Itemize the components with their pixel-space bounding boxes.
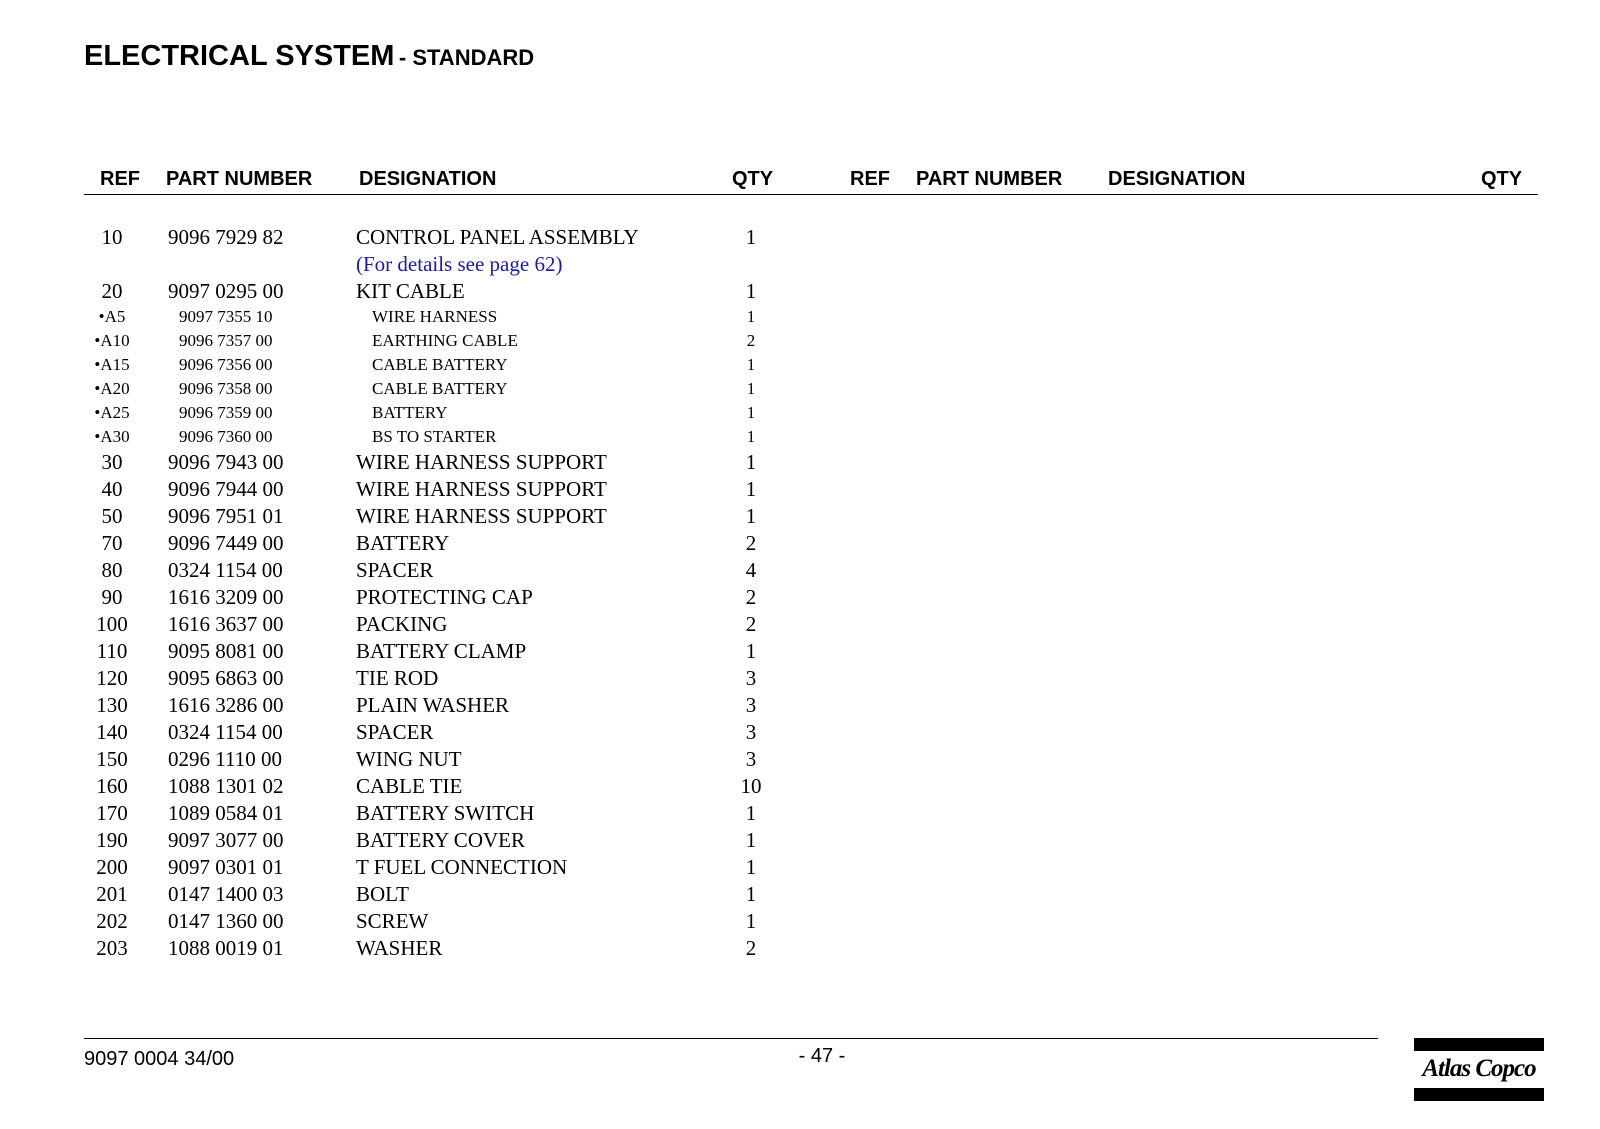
part-number-cell: 9096 7929 82 <box>168 225 284 249</box>
table-row <box>0 449 1600 476</box>
part-number-cell: 9096 7359 00 <box>179 403 273 422</box>
qty-cell: 1 <box>746 355 756 374</box>
table-row <box>0 719 1600 746</box>
table-row <box>0 881 1600 908</box>
col-header-ref-right: REF <box>850 168 890 190</box>
document-number: 9097 0004 34/00 <box>84 1048 235 1070</box>
qty-cell: 1 <box>746 427 756 446</box>
qty-cell: 3 <box>745 747 757 771</box>
sub-row <box>0 353 1600 377</box>
ref-cell: 110 <box>96 639 128 663</box>
part-number-cell: 9097 7355 10 <box>179 307 273 326</box>
part-number-cell: 1616 3209 00 <box>168 585 284 609</box>
col-header-part-right: PART NUMBER <box>916 168 1063 190</box>
designation-cell: SCREW <box>356 909 429 933</box>
ref-cell: 40 <box>101 477 123 501</box>
part-number-cell: 9096 7944 00 <box>168 477 284 501</box>
col-header-part-left: PART NUMBER <box>166 168 313 190</box>
part-number-cell: 9096 7356 00 <box>179 355 273 374</box>
qty-cell: 1 <box>745 639 757 663</box>
part-number-cell: 9096 7951 01 <box>168 504 284 528</box>
ref-cell: •A25 <box>94 403 130 422</box>
part-number-cell: 0147 1400 03 <box>168 882 284 906</box>
ref-cell: •A30 <box>94 427 130 446</box>
sub-row <box>0 377 1600 401</box>
qty-cell: 1 <box>745 504 757 528</box>
part-number-cell: 9096 7943 00 <box>168 450 284 474</box>
ref-cell: 202 <box>96 909 128 933</box>
ref-cell: 80 <box>101 558 123 582</box>
part-number-cell: 1088 1301 02 <box>168 774 284 798</box>
part-number-cell: 1089 0584 01 <box>168 801 284 825</box>
title-subtitle: - STANDARD <box>398 45 535 70</box>
designation-cell: SPACER <box>356 720 434 744</box>
qty-cell: 1 <box>745 909 757 933</box>
ref-cell: 201 <box>96 882 128 906</box>
table-row <box>0 854 1600 881</box>
logo-text: Atlas Copco <box>1422 1055 1536 1082</box>
qty-cell: 1 <box>745 828 757 852</box>
table-row <box>0 773 1600 800</box>
qty-cell: 2 <box>745 531 757 555</box>
designation-cell: CABLE BATTERY <box>372 379 508 398</box>
part-number-cell: 0324 1154 00 <box>168 558 283 582</box>
designation-cell: WING NUT <box>356 747 462 771</box>
table-row <box>0 935 1600 962</box>
qty-cell: 1 <box>746 307 756 326</box>
part-number-cell: 1616 3286 00 <box>168 693 284 717</box>
part-number-cell: 1088 0019 01 <box>168 936 284 960</box>
ref-cell: 200 <box>96 855 128 879</box>
qty-cell: 1 <box>745 279 757 303</box>
table-row <box>0 278 1600 305</box>
qty-cell: 1 <box>745 225 757 249</box>
table-row <box>0 224 1600 251</box>
part-number-cell: 1616 3637 00 <box>168 612 284 636</box>
col-header-qty-left: QTY <box>732 168 774 190</box>
qty-cell: 1 <box>746 403 756 422</box>
col-header-ref-left: REF <box>100 168 140 190</box>
qty-cell: 4 <box>745 558 757 582</box>
designation-cell: WIRE HARNESS <box>372 307 498 326</box>
qty-cell: 2 <box>745 585 757 609</box>
table-row <box>0 908 1600 935</box>
qty-cell: 10 <box>740 774 762 798</box>
qty-cell: 1 <box>745 477 757 501</box>
note-row <box>0 251 1600 278</box>
part-number-cell: 0296 1110 00 <box>168 747 282 771</box>
atlas-copco-logo <box>1414 1038 1544 1102</box>
logo-top-bar <box>1414 1038 1544 1051</box>
ref-cell: •A20 <box>94 379 130 398</box>
designation-cell: CABLE TIE <box>356 774 463 798</box>
header-divider <box>84 194 1538 195</box>
part-number-cell: 9096 7357 00 <box>179 331 273 350</box>
designation-cell: BATTERY SWITCH <box>356 801 535 825</box>
designation-cell: BATTERY COVER <box>356 828 525 852</box>
table-row <box>0 692 1600 719</box>
part-number-cell: 9095 6863 00 <box>168 666 284 690</box>
part-number-cell: 0147 1360 00 <box>168 909 284 933</box>
table-row <box>0 665 1600 692</box>
designation-cell: BATTERY CLAMP <box>356 639 527 663</box>
ref-cell: 90 <box>101 585 123 609</box>
table-row <box>0 557 1600 584</box>
ref-cell: 160 <box>96 774 128 798</box>
sub-row <box>0 425 1600 449</box>
qty-cell: 3 <box>745 720 757 744</box>
part-number-cell: 9097 3077 00 <box>168 828 284 852</box>
designation-cell: TIE ROD <box>356 666 439 690</box>
qty-cell: 1 <box>745 855 757 879</box>
part-number-cell: 9096 7358 00 <box>179 379 273 398</box>
ref-cell: •A15 <box>94 355 130 374</box>
sub-row <box>0 401 1600 425</box>
designation-cell: BOLT <box>356 882 409 906</box>
qty-cell: 1 <box>745 882 757 906</box>
footer-divider <box>84 1038 1378 1039</box>
col-header-designation-right: DESIGNATION <box>1108 168 1246 190</box>
ref-cell: 140 <box>96 720 128 744</box>
designation-cell: SPACER <box>356 558 434 582</box>
table-row <box>0 638 1600 665</box>
designation-cell: PROTECTING CAP <box>356 585 533 609</box>
qty-cell: 2 <box>745 612 757 636</box>
designation-cell: WIRE HARNESS SUPPORT <box>356 477 607 501</box>
table-row <box>0 611 1600 638</box>
part-number-cell: 9095 8081 00 <box>168 639 284 663</box>
part-number-cell: 9097 0301 01 <box>168 855 284 879</box>
qty-cell: 1 <box>745 450 757 474</box>
table-row <box>0 584 1600 611</box>
ref-cell: 130 <box>96 693 128 717</box>
designation-cell: BATTERY <box>356 531 450 555</box>
col-header-designation-left: DESIGNATION <box>359 168 497 190</box>
page-number: - 47 - <box>798 1045 846 1067</box>
ref-cell: 20 <box>101 279 123 303</box>
designation-cell: WASHER <box>356 936 443 960</box>
table-row <box>0 827 1600 854</box>
designation-cell: (For details see page 62) <box>356 252 563 276</box>
sub-row <box>0 329 1600 353</box>
ref-cell: 10 <box>101 225 123 249</box>
designation-cell: PACKING <box>356 612 448 636</box>
ref-cell: •A10 <box>94 331 130 350</box>
designation-cell: BS TO STARTER <box>372 427 497 446</box>
ref-cell: 190 <box>96 828 128 852</box>
part-number-cell: 9097 0295 00 <box>168 279 284 303</box>
ref-cell: 170 <box>96 801 128 825</box>
ref-cell: 50 <box>101 504 123 528</box>
qty-cell: 2 <box>745 936 757 960</box>
table-row <box>0 503 1600 530</box>
table-row <box>0 800 1600 827</box>
qty-cell: 3 <box>745 693 757 717</box>
logo-bottom-bar <box>1414 1088 1544 1101</box>
qty-cell: 1 <box>746 379 756 398</box>
part-number-cell: 9096 7449 00 <box>168 531 284 555</box>
designation-cell: CABLE BATTERY <box>372 355 508 374</box>
designation-cell: BATTERY <box>372 403 448 422</box>
ref-cell: 100 <box>96 612 128 636</box>
ref-cell: 30 <box>101 450 123 474</box>
designation-cell: PLAIN WASHER <box>356 693 510 717</box>
ref-cell: 150 <box>96 747 128 771</box>
qty-cell: 3 <box>745 666 757 690</box>
qty-cell: 2 <box>746 331 756 350</box>
ref-cell: •A5 <box>98 307 126 326</box>
table-row <box>0 746 1600 773</box>
part-number-cell: 9096 7360 00 <box>179 427 273 446</box>
sub-row <box>0 305 1600 329</box>
ref-cell: 203 <box>96 936 128 960</box>
designation-cell: CONTROL PANEL ASSEMBLY <box>356 225 639 249</box>
col-header-qty-right: QTY <box>1481 168 1523 190</box>
designation-cell: T FUEL CONNECTION <box>356 855 568 879</box>
ref-cell: 120 <box>96 666 128 690</box>
table-row <box>0 530 1600 557</box>
part-number-cell: 0324 1154 00 <box>168 720 283 744</box>
page-title <box>84 40 534 73</box>
designation-cell: EARTHING CABLE <box>372 331 518 350</box>
table-row <box>0 476 1600 503</box>
ref-cell: 70 <box>101 531 123 555</box>
designation-cell: WIRE HARNESS SUPPORT <box>356 450 607 474</box>
title-main: ELECTRICAL SYSTEM <box>84 40 395 72</box>
designation-cell: KIT CABLE <box>356 279 465 303</box>
qty-cell: 1 <box>745 801 757 825</box>
designation-cell: WIRE HARNESS SUPPORT <box>356 504 607 528</box>
